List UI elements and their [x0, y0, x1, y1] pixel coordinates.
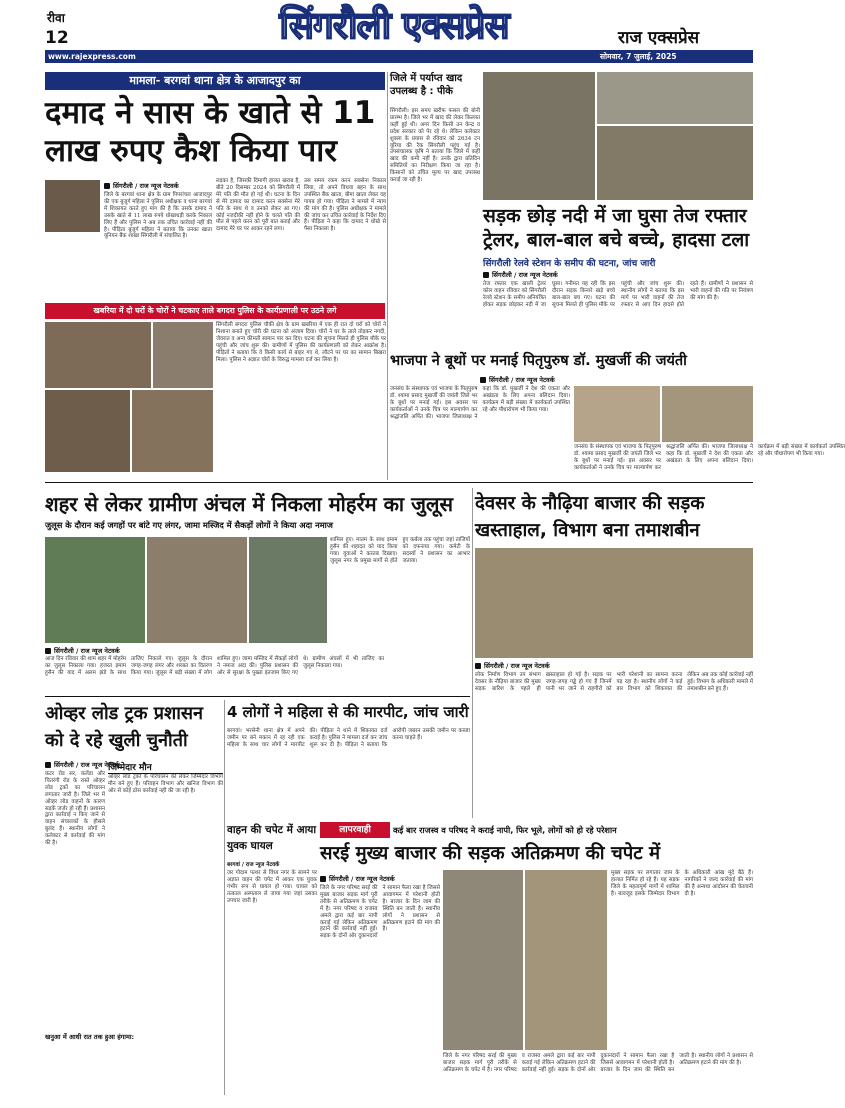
fertilizer-headline: जिले में पर्याप्त खाद उपलब्ध है : पीके	[390, 73, 463, 97]
road-body: लोक निर्माण विभाग उप संभाग देवसर के नौढ़िया बाजार की मुख्य सड़क बारिश के पहले ही खस्ताहाल हो गई है। सड़क पर जगह-जगह गड्ढे हो गए हैं जिनमें पानी भर जाने से राहगीरों को भारी परेशानी का सामना करना पड़ रहा है। स्थानीय लोगों ने कई बार विभाग को शिकायत की लेकिन अब तक कोई कार्रवाई नहीं हुई। विभाग के अधिकारी मामले में तमाशबीन बने हुए हैं।	[475, 672, 753, 692]
story1-col1: जिले के बरगवां थाना क्षेत्र के ग्राम पिपरांचल आजादपुर की एक बुजुर्ग महिला ने पुलिस अधीक्षक व थाना बरगवां में शिकायत करते हुए मांग की है कि उसके दामाद ने उसके खाते से 11 लाख रुपये धोखाधड़ी करके निकाल लिए हैं और पुलिस ने अब तक उचित कार्रवाई नहीं की है। पीड़िता बुजुर्ग महिला ने बताया कि उनका खाता यूनियन बैंक शाखा सिंगरौली में संचालित है।	[104, 192, 212, 240]
muharram-body-right: शामिल हुए। मातम के साथ इमाम हुसैन की शहादत को याद किया गया। युवाओं ने करतब दिखाए। जुलूस नगर के प्रमुख मार्गों से होते हुए कर्बला तक पहुंचा जहां ताजियों को दफनाया गया। कमेटी के सदस्यों ने प्रशासन का आभार जताया।	[330, 537, 470, 564]
road-headline: देवसर के नौढ़िया बाजार की सड़क खस्ताहाल, विभाग बना तमाशबीन	[475, 493, 705, 541]
trailer-byline	[483, 270, 558, 279]
overload-body: कटर रोड सर, कलेंडा और चितरंगी रोड के रास्ते ओव्हर लोड ट्रकों का परिचालन लगातार जारी है। जिले भर में ओव्हर लोड वाहनों के कारण सड़कें जर्जर हो रही हैं। प्रशासन द्वारा कार्रवाई न किए जाने से वाहन संचालकों के हौसले बुलंद हैं। स्थानीय लोगों ने कलेक्टर से कार्रवाई की मांग की है।	[45, 771, 105, 847]
sarai-body: जिले के नगर परिषद सरई की मुख्य बाजार सड़क मार्ग पूरी तरीके से अतिक्रमण के चपेट में है। नगर परिषद व राजस्व अमले द्वारा कई बार नापी कराई गई लेकिन अतिक्रमण हटाने की कार्रवाई नहीं हुई। सड़क के दोनों ओर दुकानदारों ने सामान फैला रखा है जिससे आवागमन में परेशानी होती है। बाजार के दिन जाम की स्थिति बन जाती है। स्थानीय लोगों ने प्रशासन से अतिक्रमण हटाने की मांग की है।	[320, 885, 440, 940]
theft-photo-4	[132, 390, 213, 472]
sarai-kicker: कई बार राजस्व व परिषद ने कराई नापी, फिर भूले, लोगों को हो रहे परेशान	[393, 825, 617, 835]
trailer-photo-1	[483, 72, 595, 200]
overload-headline: ओव्हर लोड ट्रक प्रशासन को दे रहे खुली चुनौती	[45, 703, 204, 751]
muharram-body: आज दिन रविवार की शाम शहर में मोहर्रम का जुलूस निकाला गया। हजरत इमाम हुसैन की याद में अलम झंडे के साथ ताजिए निकाले गए। जुलूस के दौरान जगह-जगह लंगर और शरबत का वितरण किया गया। जुलूस में बड़ी संख्या में लोग शामिल हुए। जामा मस्जिद में सैकड़ों लोगों ने नमाज अदा की। पुलिस प्रशासन की ओर से सुरक्षा के पुख्ता इंतजाम किए गए थे। ग्रामीण अंचलों में भी ताजिए का जुलूस निकाला गया।	[45, 656, 384, 676]
sarai-headline: सरई मुख्य बाजार की सड़क अतिक्रमण की चपेट में	[320, 843, 661, 864]
byline-dot-icon	[320, 876, 326, 882]
theft-body: सिंगरौली बगदरा पुलिस चौकी क्षेत्र के ग्राम खबरिया में एक ही रात दो घरों को चोरों ने निशाना बनाते हुए चोरी की घटना को अंजाम दिया। चोरों ने घर के ताले तोड़कर नगदी, जेवरात व अन्य कीमती सामान पार कर दिए। घटना की सूचना मिलते ही पुलिस मौके पर पहुंची और जांच शुरू की। ग्रामीणों में पुलिस की कार्यप्रणाली को लेकर आक्रोश है। पीड़ितों ने बताया कि वे किसी कार्य से बाहर गए थे, लौटने पर घर का सामान बिखरा मिला। पुलिस ने अज्ञात चोरों के विरुद्ध मामला दर्ज कर लिया है।	[216, 322, 386, 363]
page-label: रीवा	[47, 11, 65, 25]
byline-dot-icon	[480, 377, 486, 383]
overload-sidebar-title: जिम्मेदार मौन	[108, 760, 223, 774]
theft-photo-3	[45, 390, 130, 472]
site-url[interactable]: www.rajexpress.com	[48, 52, 136, 61]
story1-col3: उस समय रकम करन सक्सेना निकाल लिया, तो अपने विधवा बहन के साथ उपस्थित बैंक खाता, बीमा खाता लेकर वह गायब हो गया। पीड़िता ने मामले में न्याय की मांग की है। पुलिस अधीक्षक ने मामले की जांच कर उचित कार्रवाई के निर्देश दिए हैं। पीड़िता ने कहा कि दामाद ने धोखे से पैसा निकाला है।	[304, 178, 386, 233]
bjp-byline-text: सिंगरौली / राज न्यूज नेटवर्क	[489, 376, 555, 384]
theft-kicker: खबरिया में दो घरों के चोरों ने चटकाए ताले बगदरा पुलिस के कार्यप्रणाली पर उठने लगे	[45, 303, 385, 319]
date-line: सोमवार, 7 जुलाई, 2025	[600, 52, 677, 61]
story1-headline: दमाद ने सास के खाते से 11 लाख रुपए कैश किया पार	[45, 95, 376, 169]
overload-sidebar-body: ओव्हर लोड ट्रकों के परिचालन को लेकर जिम्मेदार विभाग मौन बने हुए हैं। परिवहन विभाग और खनिज विभाग की ओर से कोई ठोस कार्रवाई नहीं की जा रही है।	[108, 774, 223, 794]
section-divider	[45, 696, 470, 697]
sarai-label: लापरवाही	[320, 822, 390, 838]
youth-headline: वाहन की चपेट में आया युवक घायल	[227, 824, 317, 852]
muharram-subhead: जुलूस के दौरान कई जगहों पर बांटे गए लंगर, जामा मस्जिद में सैकड़ों लोगों ने किया अदा नमाज	[45, 520, 333, 530]
women-headline: 4 लोगों ने महिला से की मारपीट, जांच जारी	[227, 703, 469, 721]
story1-byline	[104, 181, 179, 190]
bjp-byline	[480, 375, 555, 384]
youth-body: जर गोदाम पत्थर से विंध्य नगर के सामने पर अज्ञात वाहन की चपेट में आकर एक युवक गंभीर रूप से घायल हो गया। घायल को तत्काल अस्पताल ले जाया गया जहां उसका उपचार जारी है।	[227, 870, 317, 904]
brand-logo: राज एक्सप्रेस	[618, 28, 700, 48]
trailer-byline-text: सिंगरौली / राज न्यूज नेटवर्क	[492, 271, 558, 279]
muharram-byline-text: सिंगरौली / राज न्यूज नेटवर्क	[54, 647, 120, 655]
sarai-body-right: मुख्य सड़क पर लगातार जाम के हालात निर्मित हो रहे हैं। यह सड़क जिले के महत्वपूर्ण मार्गों में शामिल है। बावजूद इसके जिम्मेदार विभाग के अधिकारी आंख मूंदे बैठे हैं। नागरिकों ने जल्द कार्रवाई की मांग की है अन्यथा आंदोलन की चेतावनी दी है।	[611, 870, 753, 897]
bjp-body-2: जनसंघ के संस्थापक एवं भाजपा के पितृपुरुष डॉ. श्यामा प्रसाद मुखर्जी की जयंती जिले भर के बूथों पर मनाई गई। इस अवसर पर कार्यकर्ताओं ने उनके चित्र पर माल्यार्पण कर श्रद्धांजलि अर्पित की। भाजपा जिलाध्यक्ष ने कहा कि डॉ. मुखर्जी ने देश की एकता और अखंडता के लिए अपना बलिदान दिया। कार्यक्रम में बड़ी संख्या में कार्यकर्ता उपस्थित रहे और पौधारोपण भी किया गया।	[574, 444, 845, 471]
sarai-body-bottom: जिले के नगर परिषद सरई की मुख्य बाजार सड़क मार्ग पूरी तरीके से अतिक्रमण के चपेट में है। नगर परिषद व राजस्व अमले द्वारा कई बार नापी कराई गई लेकिन अतिक्रमण हटाने की कार्रवाई नहीं हुई। सड़क के दोनों ओर दुकानदारों ने सामान फैला रखा है जिससे आवागमन में परेशानी होती है। बाजार के दिन जाम की स्थिति बन जाती है। स्थानीय लोगों ने प्रशासन से अतिक्रमण हटाने की मांग की है।	[443, 1053, 753, 1073]
sarai-byline-text: सिंगरौली / राज न्यूज नेटवर्क	[329, 875, 395, 883]
paper-title: सिंगरौली एक्सप्रेस	[250, 4, 538, 48]
bjp-photo-2	[662, 386, 753, 442]
story1-col2: लड़का है, जिसकी दिमागी हालत खराब है, बीते 20 दिसम्बर 2024 को सिंगरौली में मेरे पति की मौत हो गई थी। घटना के दिन से मेरे दामाद का दामाद करन सक्सेना मेरे पति के साथ थे व उनको लेकर आ गए। कोई नजदीकी नहीं होने के चलते पति की मौत से पहले करन को पूरी बात बताई और दामाद मेरे घर पर आकर रहने लगा।	[216, 178, 300, 233]
column-rule	[472, 488, 473, 818]
road-photo	[475, 548, 753, 658]
story1-byline-text: सिंगरौली / राज न्यूज नेटवर्क	[113, 182, 179, 190]
fertilizer-body: सिंगरौली। इस समय खरीफ फसल की बोनी प्रारम्भ है। जिले भर में खाद की लेकर किल्लत कहीं हुई थी। अगर दिन किसी उन केन्द्र व प्रदेश सरकार को पेर रहे थे। लेकिन कलेक्टर शुक्ला के प्रयास से रविवार को 2634 टन यूरिया की रैक सिंगरौली पहुंच गई है। उपसंचालक कृषि ने बताया कि जिले में कहीं खाद की कमी नहीं है। उनके द्वारा प्रतिदिन समितियों का निरीक्षण किया जा रहा है। किसानों को उचित मूल्य पर खाद उपलब्ध कराई जा रही है।	[390, 108, 480, 184]
column-rule	[224, 700, 225, 1095]
women-body: बरगवां। भरसेनी थाना क्षेत्र में अपने जमीन पर बने मकान में रह रही एक महिला के साथ चार लोगों ने मारपीट की। पीड़िता ने थाने में शिकायत दर्ज कराई है। पुलिस ने मामला दर्ज कर जांच शुरू कर दी है। पीड़िता ने बताया कि आरोपी जबरन उसकी जमीन पर कब्जा करना चाहते हैं।	[227, 728, 470, 748]
youth-byline	[227, 860, 279, 868]
trailer-headline: सड़क छोड़ नदी में जा घुसा तेज रफ्तार ट्रेलर, बाल-बाल बचे बच्चे, हादसा टला	[483, 205, 750, 251]
trailer-photo-2	[597, 72, 753, 124]
sarai-byline	[320, 874, 395, 883]
byline-dot-icon	[483, 272, 489, 278]
road-byline	[475, 661, 550, 670]
overload-box-title: खनुआ में आधी रात तक हुआ हंगामा:	[45, 1033, 135, 1041]
byline-dot-icon	[45, 762, 51, 768]
byline-dot-icon	[45, 648, 51, 654]
theft-photo-1	[45, 322, 151, 388]
story1-kicker: मामला- बरगवां थाना क्षेत्र के आजादपुर का	[45, 72, 385, 90]
trailer-subhead: सिंगरौली रेलवे स्टेशन के समीप की घटना, जांच जारी	[483, 259, 656, 269]
page-number: 12	[45, 28, 69, 48]
muharram-byline	[45, 646, 120, 655]
muharram-photo-3	[249, 537, 327, 643]
overload-byline-text: सिंगरौली / राज न्यूज नेटवर्क	[54, 761, 120, 769]
sarai-photo-1	[443, 870, 523, 1050]
trailer-body: तेज रफ्तार एक खाली ट्रेलर कोल वाहन रविवार को सिंगरौली रेलवे स्टेशन के समीप अनियंत्रित होकर सड़क छोड़कर नदी में जा घुसा। गनीमत यह रही कि इस दौरान सड़क किनारे खड़े बच्चे बाल-बाल बच गए। घटना की सूचना मिलते ही पुलिस मौके पर पहुंची और जांच शुरू की। स्थानीय लोगों ने बताया कि इस मार्ग पर भारी वाहनों की तेज रफ्तार से आए दिन हादसे होते रहते हैं। ग्रामीणों ने प्रशासन से भारी वाहनों की गति पर नियंत्रण की मांग की है।	[483, 281, 753, 308]
byline-dot-icon	[104, 183, 110, 189]
trailer-photo-3	[597, 126, 753, 200]
column-rule	[387, 72, 388, 480]
bjp-photo-1	[574, 386, 660, 442]
road-byline-text: सिंगरौली / राज न्यूज नेटवर्क	[484, 662, 550, 670]
theft-photo-2	[153, 322, 213, 388]
story1-photo	[45, 180, 100, 232]
bjp-headline: भाजपा ने बूथों पर मनाई पितृपुरुष डॉ. मुखर्जी की जयंती	[390, 353, 687, 369]
section-divider	[45, 482, 753, 483]
muharram-photo-1	[45, 537, 145, 643]
bjp-body-1: जनसंघ के संस्थापक एवं भाजपा के पितृपुरुष डॉ. श्यामा प्रसाद मुखर्जी की जयंती जिले भर के बूथों पर मनाई गई। इस अवसर पर कार्यकर्ताओं ने उनके चित्र पर माल्यार्पण कर श्रद्धांजलि अर्पित की। भाजपा जिलाध्यक्ष ने कहा कि डॉ. मुखर्जी ने देश की एकता और अखंडता के लिए अपना बलिदान दिया। कार्यक्रम में बड़ी संख्या में कार्यकर्ता उपस्थित रहे और पौधारोपण भी किया गया।	[390, 386, 570, 420]
byline-dot-icon	[475, 663, 481, 669]
muharram-photo-2	[147, 537, 247, 643]
masthead	[0, 0, 778, 70]
muharram-headline: शहर से लेकर ग्रामीण अंचल में निकला मोहर्रम का जुलूस	[45, 492, 453, 516]
youth-byline-text: बरगवां / राज न्यूज नेटवर्क	[227, 862, 280, 868]
sarai-photo-2	[525, 870, 607, 1050]
